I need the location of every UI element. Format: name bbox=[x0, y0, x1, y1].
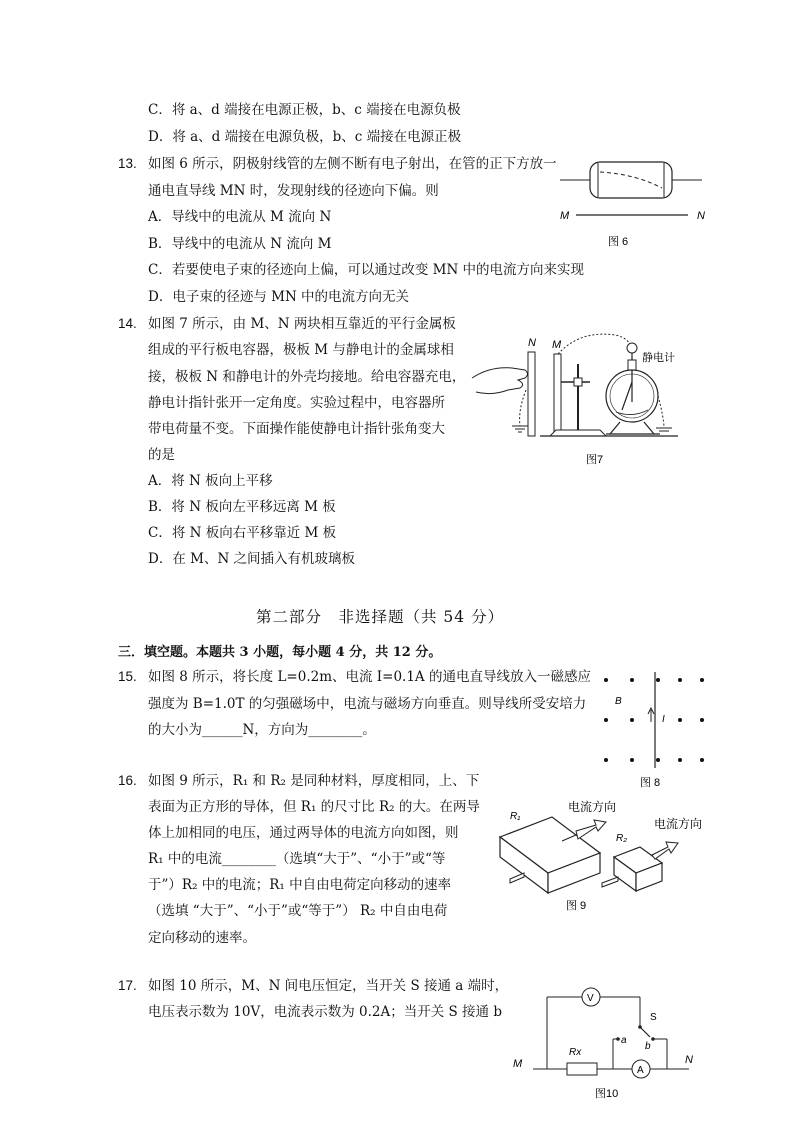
r2-current-arrow bbox=[652, 842, 678, 859]
q16-line5: 于”）R₂ 中的电流；R₁ 中自由电荷定向移动的速率 bbox=[148, 877, 452, 893]
q13-number: 13. bbox=[118, 156, 137, 171]
electron-beam-path bbox=[600, 172, 662, 188]
fig10-caption: 图10 bbox=[595, 1088, 619, 1100]
fig6-label-m: M bbox=[560, 210, 570, 222]
q16-line2: 表面为正方形的导体，但 R₁ 的尺寸比 R₂ 的大。在两导 bbox=[148, 799, 480, 815]
q14-line4: 静电计指针张开一定角度。实验过程中，电容器所 bbox=[148, 395, 445, 411]
q17-line1: 如图 10 所示，M、N 间电压恒定，当开关 S 接通 a 端时， bbox=[148, 978, 509, 994]
q15-line2: 强度为 B=1.0T 的匀强磁场中，电流与磁场方向垂直。则导线所受安培力 bbox=[148, 696, 587, 712]
q13-option-a: A．导线中的电流从 M 流向 N bbox=[148, 209, 332, 225]
fig8-caption: 图 8 bbox=[640, 777, 661, 789]
q13-option-d: D．电子束的径迹与 MN 中的电流方向无关 bbox=[148, 289, 410, 305]
fig9-current1: 电流方向 bbox=[568, 800, 617, 814]
electroscope-needle bbox=[622, 382, 632, 410]
q14-option-c: C．将 N 板向右平移靠近 M 板 bbox=[148, 525, 337, 541]
q13-option-c: C．若要使电子束的径迹向上偏，可以通过改变 MN 中的电流方向来实现 bbox=[148, 262, 585, 278]
q12-option-c: C．将 a、d 端接在电源正极，b、c 端接在电源负极 bbox=[148, 102, 461, 118]
fig10-label-b: b bbox=[645, 1041, 651, 1052]
fig10-label-n: N bbox=[685, 1054, 693, 1066]
part2-title: 第二部分 非选择题（共 54 分） bbox=[256, 608, 505, 626]
electroscope-ball bbox=[627, 343, 637, 353]
q14-option-d: D．在 M、N 之间插入有机玻璃板 bbox=[148, 551, 356, 567]
fig7-label-meter: 静电计 bbox=[642, 352, 675, 364]
q16-number: 16. bbox=[118, 773, 137, 788]
field-dots bbox=[604, 678, 704, 762]
fig10-label-v: V bbox=[587, 993, 594, 1004]
q15-number: 15. bbox=[118, 669, 137, 684]
figure-9 bbox=[480, 795, 720, 920]
fig9-label-r2: R₂ bbox=[616, 833, 628, 844]
q13-line1: 如图 6 所示，阴极射线管的左侧不断有电子射出，在管的正下方放一 bbox=[148, 156, 557, 172]
plate-n bbox=[528, 352, 535, 436]
q16-line4: R₁ 中的电流________（选填“大于”、“小于”或“等 bbox=[148, 851, 446, 867]
fig6-caption: 图 6 bbox=[608, 236, 629, 248]
q14-line3: 接，极板 N 和静电计的外壳均接地。给电容器充电， bbox=[148, 369, 466, 385]
q14-option-b: B．将 N 板向左平移远离 M 板 bbox=[148, 499, 336, 515]
fig7-label-n: N bbox=[528, 337, 536, 349]
q14-line5: 带电荷量不变。下面操作能使静电计指针张角变大 bbox=[148, 421, 445, 437]
q16-line1: 如图 9 所示，R₁ 和 R₂ 是同种材料，厚度相同，上、下 bbox=[148, 773, 480, 789]
q14-option-a: A．将 N 板向上平移 bbox=[148, 473, 273, 489]
fig8-label-i: I bbox=[662, 714, 665, 725]
fig10-label-m: M bbox=[513, 1058, 523, 1070]
q13-line2: 通电直导线 MN 时，发现射线的径迹向下偏。则 bbox=[148, 183, 439, 199]
hand-shape bbox=[472, 368, 528, 394]
fig9-label-r1: R₁ bbox=[510, 811, 521, 822]
figure-8 bbox=[596, 670, 716, 790]
q12-option-d: D．将 a、d 端接在电源负极，b、c 端接在电源正极 bbox=[148, 129, 462, 145]
resistor-rx bbox=[567, 1063, 597, 1075]
fig10-label-rx: Rx bbox=[569, 1047, 582, 1058]
switch-s bbox=[640, 1027, 650, 1037]
fig10-label-s: S bbox=[650, 1012, 657, 1023]
fig9-current2: 电流方向 bbox=[654, 817, 703, 831]
q15-line3: 的大小为______N，方向为________。 bbox=[148, 722, 376, 738]
r1-current-arrow bbox=[576, 820, 606, 839]
q17-number: 17. bbox=[118, 978, 137, 993]
fig8-label-b: B bbox=[615, 696, 622, 707]
q14-line2: 组成的平行板电容器，极板 M 与静电计的金属球相 bbox=[148, 342, 454, 358]
figure-6 bbox=[560, 155, 710, 255]
q14-line6: 的是 bbox=[148, 447, 175, 463]
fig7-caption: 图7 bbox=[586, 454, 604, 466]
figure-10 bbox=[505, 985, 705, 1105]
q16-line3: 体上加相同的电压，通过两导体的电流方向如图，则 bbox=[148, 825, 459, 841]
cathode-ray-tube bbox=[590, 162, 672, 198]
q16-line6: （选填 “大于”、“小于”或“等于”） R₂ 中自由电荷 bbox=[148, 903, 448, 919]
fig7-label-m: M bbox=[552, 339, 562, 351]
fig10-label-a: a bbox=[621, 1035, 627, 1046]
fig10-label-ammeter: A bbox=[637, 1065, 644, 1076]
q16-line7: 定向移动的速率。 bbox=[148, 930, 256, 946]
fig6-label-n: N bbox=[697, 210, 705, 222]
q13-option-b: B．导线中的电流从 N 流向 M bbox=[148, 236, 332, 252]
q14-line1: 如图 7 所示，由 M、N 两块相互靠近的平行金属板 bbox=[148, 316, 456, 332]
fig9-caption: 图 9 bbox=[566, 900, 587, 912]
plate-m bbox=[554, 354, 561, 434]
figure-7 bbox=[470, 330, 685, 470]
section3-heading: 三．填空题。本题共 3 小题，每小题 4 分，共 12 分。 bbox=[118, 645, 442, 660]
q17-line2: 电压表示数为 10V，电流表示数为 0.2A；当开关 S 接通 b bbox=[148, 1004, 502, 1020]
q14-number: 14. bbox=[118, 316, 137, 331]
q15-line1: 如图 8 所示，将长度 L=0.2m、电流 I=0.1A 的通电直导线放入一磁感应 bbox=[148, 669, 591, 685]
